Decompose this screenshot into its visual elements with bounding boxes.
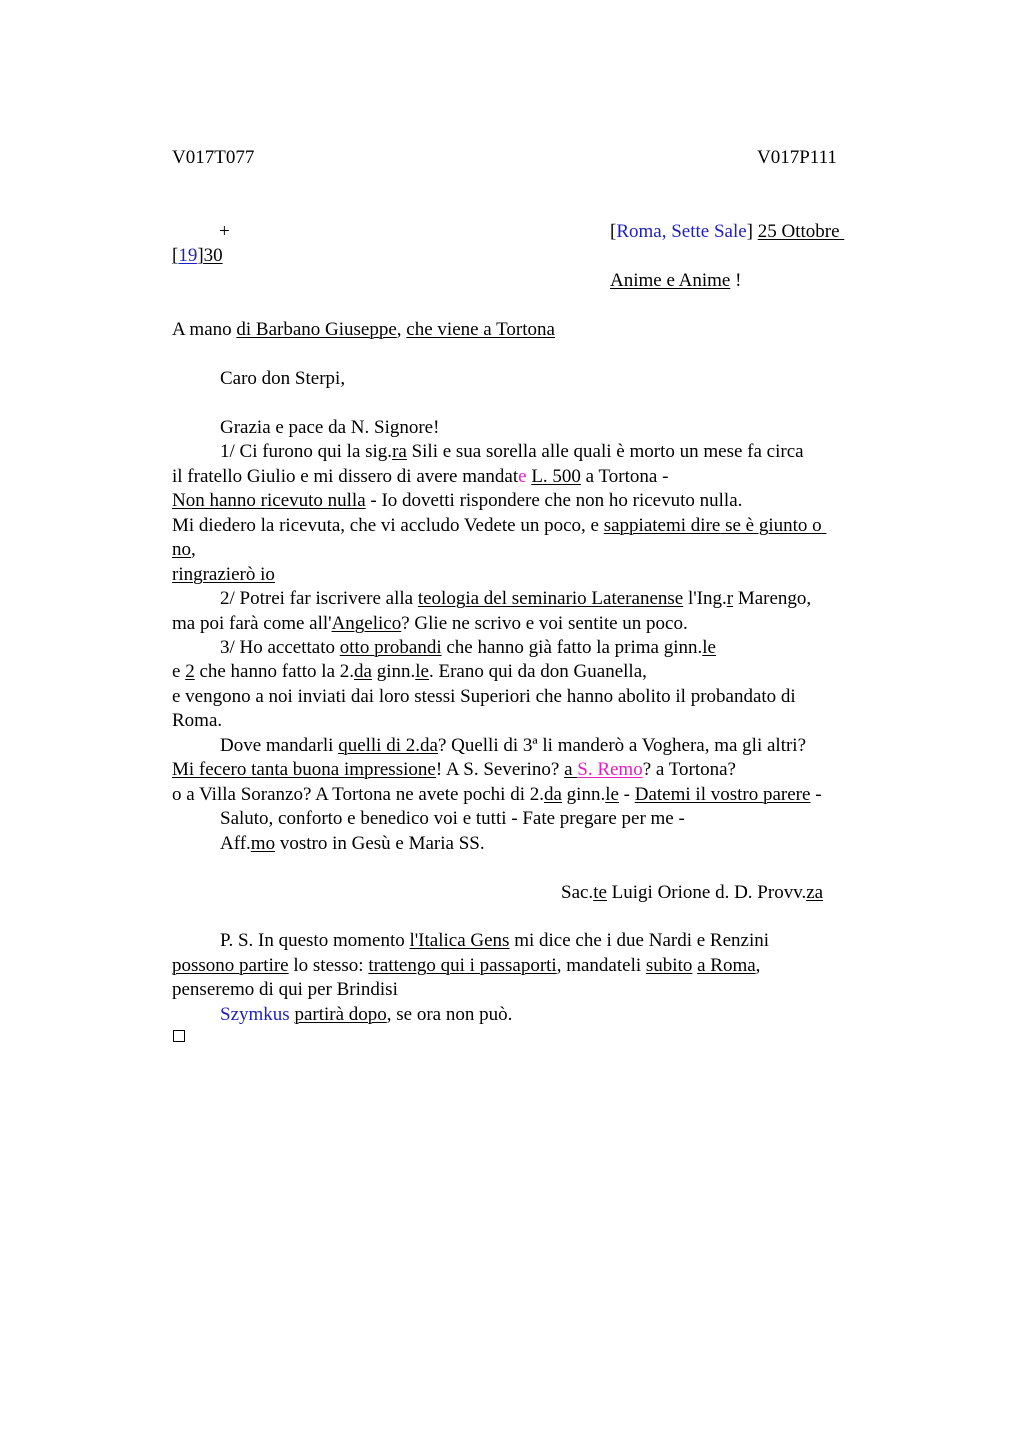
paragraph-2-line: ma poi farà come all'Angelico? Glie ne scrivo e voi sentite un poco. — [172, 613, 688, 634]
motto-punctuation: ! — [730, 270, 742, 291]
paragraph-3-line: Roma. — [172, 710, 223, 731]
document-code-right: V017P111 — [757, 147, 837, 168]
dateline-year — [172, 244, 223, 268]
place-annotation: Roma, Sette Sale — [616, 221, 747, 242]
motto — [610, 269, 741, 293]
date-trailing-space — [840, 221, 845, 242]
closing-line: Saluto, conforto e benedico voi e tutti - Fate pregare per me - — [220, 808, 685, 829]
paragraph-3-line: 3/ Ho accettato otto probandi che hanno già fatto la prima ginn.le — [220, 637, 716, 658]
bracket: [ — [610, 221, 617, 242]
signature: Sac.te Luigi Orione d. D. Provv.za — [561, 882, 824, 903]
bracket: ] — [746, 221, 753, 242]
paragraph-3-line: Mi fecero tanta buona impressione! A S. Severino? a S. Remo? a Tortona? — [172, 759, 736, 780]
delivery-destination: che viene a Tortona — [406, 319, 555, 340]
motto-text: Anime e Anime — [610, 270, 731, 291]
paragraph-3-line: e 2 che hanno fatto la 2.da ginn.le. Erano qui da don Guanella, — [172, 661, 647, 682]
pink-annotation: S. Remo — [577, 759, 643, 780]
bracket: [ — [172, 245, 179, 266]
postscript-line: penseremo di qui per Brindisi — [172, 979, 398, 1000]
end-of-document-box — [173, 1030, 185, 1042]
paragraph-1-line: ringrazierò io — [172, 564, 275, 585]
greeting: Grazia e pace da N. Signore! — [220, 417, 440, 438]
document-code-left: V017T077 — [172, 147, 255, 168]
delivery-separator: , — [396, 319, 407, 340]
bearer-name: di Barbano Giuseppe — [236, 319, 397, 340]
salutation: Caro don Sterpi, — [220, 368, 346, 389]
paragraph-3-line: Dove mandarli quelli di 2.da? Quelli di 3ª li manderò a Voghera, ma gli altri? — [220, 735, 807, 756]
closing-line: Aff.mo vostro in Gesù e Maria SS. — [220, 833, 485, 854]
paragraph-1-line: no, — [172, 539, 196, 560]
pink-correction: e — [518, 466, 527, 487]
date: 25 Ottobre — [757, 221, 840, 242]
bracket: ] — [197, 245, 204, 266]
dateline — [610, 220, 844, 244]
amount: L. 500 — [531, 466, 581, 487]
postscript-line: possono partire lo stesso: trattengo qui i passaporti, mandateli subito a Roma, — [172, 955, 761, 976]
paragraph-2-line: 2/ Potrei far iscrivere alla teologia del seminario Lateranense l'Ing.r Marengo, — [220, 588, 812, 609]
name-annotation: Szymkus — [220, 1004, 290, 1025]
delivery-prefix: A mano — [172, 319, 237, 340]
paragraph-1-line: 1/ Ci furono qui la sig.ra Sili e sua sorella alle quali è morto un mese fa circa — [220, 441, 804, 462]
paragraph-1-line: Non hanno ricevuto nulla - Io dovetti rispondere che non ho ricevuto nulla. — [172, 490, 743, 511]
year-digits: 30 — [203, 245, 223, 266]
cross-mark: + — [219, 221, 230, 242]
delivery-note — [172, 318, 555, 342]
paragraph-3-line: o a Villa Soranzo? A Tortona ne avete pochi di 2.da ginn.le - Datemi il vostro parere - — [172, 784, 822, 805]
year-century-annotation: 19 — [178, 245, 198, 266]
paragraph-1-line: Mi diedero la ricevuta, che vi accludo Vedete un poco, e sappiatemi dire se è giunto o — [172, 515, 822, 536]
paragraph-3-line: e vengono a noi inviati dai loro stessi Superiori che hanno abolito il probandato di — [172, 686, 796, 707]
postscript-line: Szymkus partirà dopo, se ora non può. — [220, 1004, 513, 1025]
paragraph-1-line: il fratello Giulio e mi dissero di avere mandate L. 500 a Tortona - — [172, 466, 669, 487]
postscript-line: P. S. In questo momento l'Italica Gens mi dice che i due Nardi e Renzini — [220, 930, 770, 951]
